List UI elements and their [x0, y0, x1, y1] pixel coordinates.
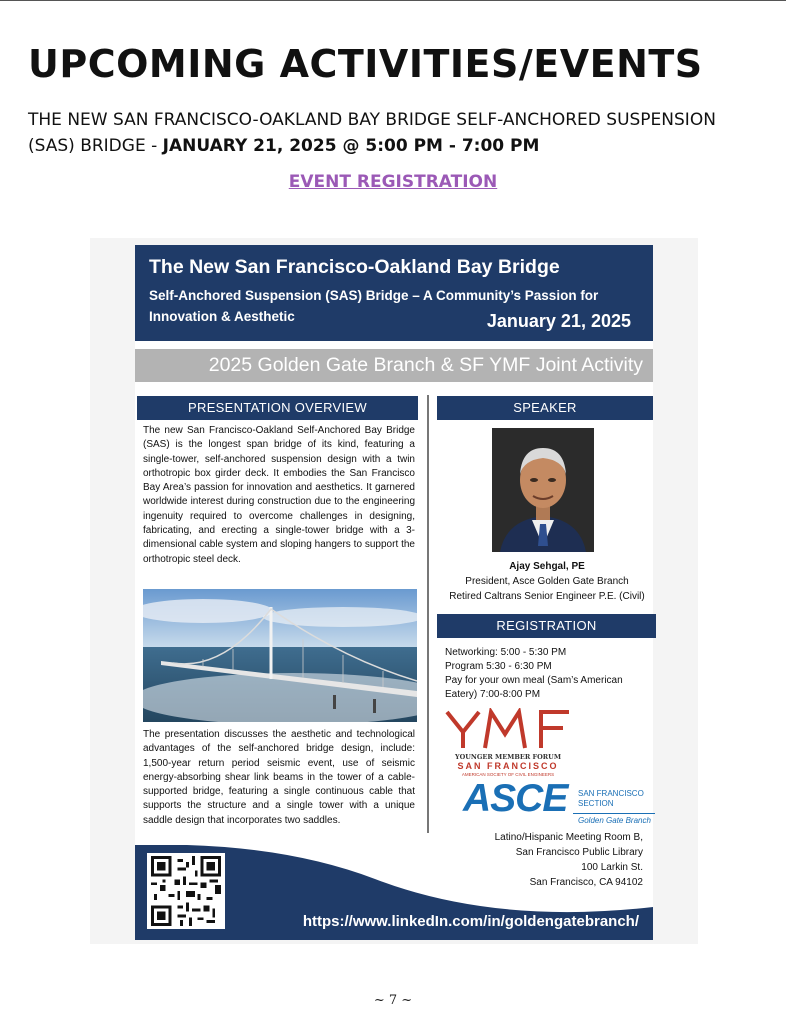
speaker-header: SPEAKER [437, 396, 653, 420]
speaker-portrait [492, 428, 594, 552]
location-line: San Francisco Public Library [515, 847, 643, 858]
flyer-content [135, 245, 653, 940]
asce-section: SECTION [578, 799, 614, 808]
joint-activity-bar: 2025 Golden Gate Branch & SF YMF Joint Activity [135, 349, 653, 382]
column-divider [427, 395, 429, 833]
registration-line: Networking: 5:00 - 5:30 PM [445, 647, 567, 658]
flyer-banner [135, 245, 653, 341]
banner-title: The New San Francisco-Oakland Bay Bridge [149, 256, 560, 278]
speaker-role: Retired Caltrans Senior Engineer P.E. (Civil) [449, 591, 645, 602]
registration-line: Program 5:30 - 6:30 PM [445, 661, 552, 672]
event-subtitle [28, 107, 768, 159]
speaker-role: President, Asce Golden Gate Branch [465, 576, 629, 587]
location-line: Latino/Hispanic Meeting Room B, [494, 832, 643, 843]
event-date-time: JANUARY 21, 2025 @ 5:00 PM - 7:00 PM [162, 136, 540, 156]
registration-header: REGISTRATION [437, 614, 656, 638]
location-line: San Francisco, CA 94102 [529, 877, 643, 888]
location-line: 100 Larkin St. [581, 862, 643, 873]
asce-rule [573, 813, 655, 814]
bridge-photo [143, 589, 417, 722]
overview-header: PRESENTATION OVERVIEW [137, 396, 418, 420]
speaker-name: Ajay Sehgal, PE [509, 561, 585, 572]
event-flyer [90, 238, 698, 944]
asce-section: SAN FRANCISCO [578, 789, 644, 798]
ymf-text: YOUNGER MEMBER FORUM [454, 753, 562, 761]
overview-text: The new San Francisco-Oakland Self-Anchored Bay Bridge (SAS) is the longest span bridge of its kind, featuring a single-tower, self-anchored suspension design with a twin orthotropic box girder deck. It embodies the San Francisco Bay Area’s passion for innovation and aesthetics. It garnered worldwide interest during construction due to the engineering ingenuity required to overcome challenges in designing, fabricating, and erecting a single-tower bridge with a 3-dimensional cable system and sloping hangers to support the orthotropic steel deck. [143, 425, 415, 565]
ymf-society: AMERICAN SOCIETY OF CIVIL ENGINEERS [461, 772, 555, 777]
event-subtitle-text: THE NEW SAN FRANCISCO-OAKLAND BAY BRIDGE SELF-ANCHORED SUSPENSION (SAS) BRIDGE - [28, 110, 716, 156]
registration-line: Pay for your own meal (Sam’s American [445, 675, 623, 686]
registration-line: Eatery) 7:00-8:00 PM [445, 689, 541, 700]
qr-code[interactable] [147, 853, 225, 929]
asce-logo: ASCE [463, 777, 568, 820]
banner-subtitle: Self-Anchored Suspension (SAS) Bridge – A Community’s Passion for Innovation & Aesthetic [149, 288, 599, 324]
asce-branch: Golden Gate Branch [578, 816, 651, 825]
banner-date: January 21, 2025 [486, 311, 631, 331]
page-title: UPCOMING ACTIVITIES/EVENTS [28, 42, 703, 86]
event-registration-link[interactable]: EVENT REGISTRATION [288, 172, 498, 192]
ymf-city: SAN FRANCISCO [457, 761, 559, 771]
presentation-text: The presentation discusses the aesthetic and technological advantages of the self-anchored bridge design, include: 1,500-year return period seismic event, use of seismic energy-absorbing shear link beams in the tower of a cable-supported bridge, featuring a single continuous cable that supports the structure and a single tower with a unique saddle design that incorporates two saddles. [143, 729, 415, 826]
top-rule [0, 0, 786, 1]
linkedin-url[interactable]: https://www.linkedIn.com/in/goldengatebranch/ [302, 913, 639, 930]
page-number: ~ 7 ~ [373, 993, 413, 1008]
